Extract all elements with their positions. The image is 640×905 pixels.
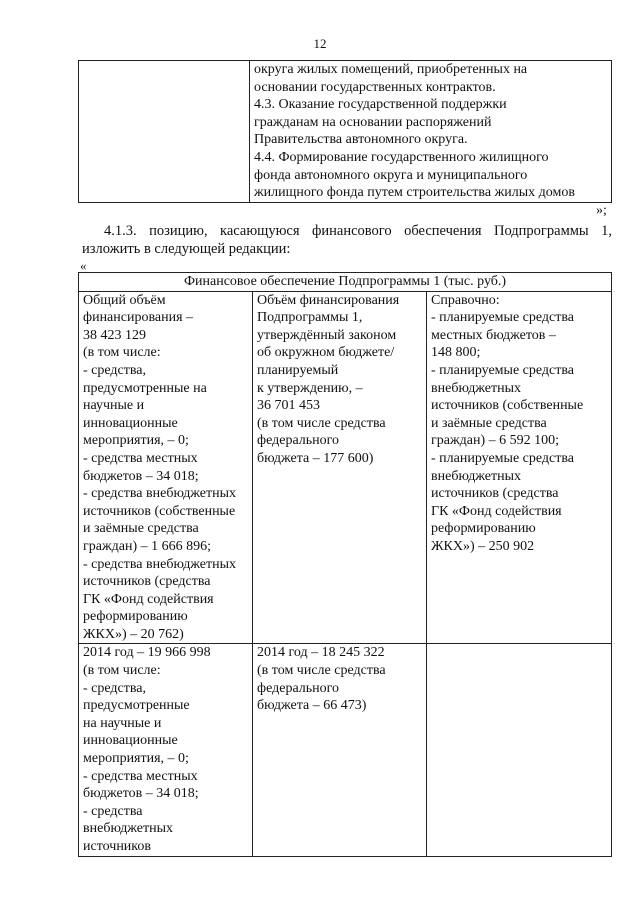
text-line: мероприятия, – 0; <box>83 751 189 767</box>
text-line: утверждённый законом <box>257 327 397 343</box>
text-line: Справочно: <box>431 292 500 308</box>
text-line: основании государственных контрактов. <box>254 79 496 95</box>
text-line: Правительства автономного округа. <box>254 132 468 148</box>
text-line: 4.3. Оказание государственной поддержки <box>254 97 507 113</box>
opening-quote: « <box>80 258 87 273</box>
text-line: граждан) – 1 666 896; <box>83 538 212 554</box>
text-line: внебюджетных <box>431 380 522 396</box>
approved-budget-cell <box>253 291 427 644</box>
text-line: граждан) – 6 592 100; <box>431 433 560 449</box>
text-line: федерального <box>257 433 340 449</box>
text-line: - планируемые средства <box>431 362 575 378</box>
text-line: фонда автономного округа и муниципального <box>254 167 528 183</box>
text-line: местных бюджетов – <box>431 327 556 343</box>
text-line: федерального <box>257 680 340 696</box>
text-line: - средства внебюджетных <box>83 556 237 572</box>
text-line: жилищного фонда путем строительства жилых домов <box>254 185 575 201</box>
text-line: округа жилых помещений, приобретенных на <box>254 62 528 77</box>
text-line: ГК «Фонд содействия <box>431 503 562 519</box>
text-line: источников (средства <box>83 574 211 590</box>
text-line: источников <box>83 839 152 854</box>
text-line: к утверждению, – <box>257 380 363 396</box>
text-line: бюджета – 177 600) <box>257 450 374 466</box>
text-line: - средства местных <box>83 450 198 466</box>
text-line: мероприятия, – 0; <box>83 433 189 449</box>
table-header: Финансовое обеспечение Подпрограммы 1 (тыс. руб.) <box>79 273 612 292</box>
continuation-table <box>78 60 612 203</box>
text-line: об окружном бюджете/ <box>257 345 395 361</box>
text-line: ГК «Фонд содействия <box>83 591 214 607</box>
text-line: - средства внебюджетных <box>83 486 237 502</box>
reference-cell <box>427 291 612 644</box>
text-line: и заёмные средства <box>83 521 199 537</box>
text-line: научные и <box>83 398 145 414</box>
text-line: на научные и <box>83 715 162 731</box>
year-2014-reference-cell <box>427 644 612 856</box>
table-cell-measures <box>250 61 612 203</box>
text-line: источников (средства <box>431 486 559 502</box>
text-line: (в том числе средства <box>257 663 386 679</box>
text-line: бюджетов – 34 018; <box>83 786 199 802</box>
text-line: - планируемые средства <box>431 310 575 326</box>
text-line: и заёмные средства <box>431 415 547 431</box>
table-row <box>79 644 612 856</box>
text-line: гражданам на основании распоряжений <box>254 114 492 130</box>
text-line: инновационные <box>83 415 178 431</box>
text-line: (в том числе средства <box>257 415 386 431</box>
year-2014-budget-cell <box>253 644 427 856</box>
text-line: Подпрограммы 1, <box>257 310 363 326</box>
text-line: бюджета – 66 473) <box>257 698 367 714</box>
text-line: источников (собственные <box>83 503 236 519</box>
text-line: 4.4. Формирование государственного жилищного <box>254 149 549 165</box>
text-line: - средства местных <box>83 768 198 784</box>
text-line: реформированию <box>83 609 188 625</box>
text-line: 36 701 453 <box>257 398 320 414</box>
text-line: ЖКХ») – 250 902 <box>431 538 535 554</box>
table-header-row <box>79 273 612 292</box>
table-row <box>79 61 612 203</box>
text-line: (в том числе: <box>83 345 161 361</box>
text-line: - средства <box>83 803 143 819</box>
text-line: - планируемые средства <box>431 450 575 466</box>
total-financing-cell <box>79 291 253 644</box>
text-line: предусмотренные <box>83 698 190 714</box>
text-line: 38 423 129 <box>83 327 146 343</box>
text-line: (в том числе: <box>83 663 161 679</box>
text-line: 148 800; <box>431 345 481 361</box>
amendment-paragraph: 4.1.3. позицию, касающуюся финансового обеспечения Подпрограммы 1, изложить в следующей редакции: <box>82 223 612 257</box>
text-line: предусмотренные на <box>83 380 207 396</box>
page-number: 12 <box>313 36 327 51</box>
text-line: бюджетов – 34 018; <box>83 468 199 484</box>
text-line: внебюджетных <box>431 468 522 484</box>
text-line: финансирования – <box>83 310 194 326</box>
text-line: - средства, <box>83 362 146 378</box>
text-line: внебюджетных <box>83 821 174 837</box>
text-line: Объём финансирования <box>257 292 400 308</box>
text-line: - средства, <box>83 680 146 696</box>
text-line: инновационные <box>83 733 178 749</box>
financing-table <box>78 272 612 857</box>
year-2014-total-cell <box>79 644 253 856</box>
text-line: реформированию <box>431 521 536 537</box>
text-line: Общий объём <box>83 292 166 308</box>
text-line: ЖКХ») – 20 762) <box>83 626 184 642</box>
closing-quote: »; <box>596 203 607 218</box>
table-row <box>79 291 612 644</box>
text-line: планируемый <box>257 362 339 378</box>
table-cell-empty <box>79 61 250 203</box>
text-line: 2014 год – 18 245 322 <box>257 645 385 661</box>
text-line: 2014 год – 19 966 998 <box>83 645 211 661</box>
text-line: источников (собственные <box>431 398 584 414</box>
